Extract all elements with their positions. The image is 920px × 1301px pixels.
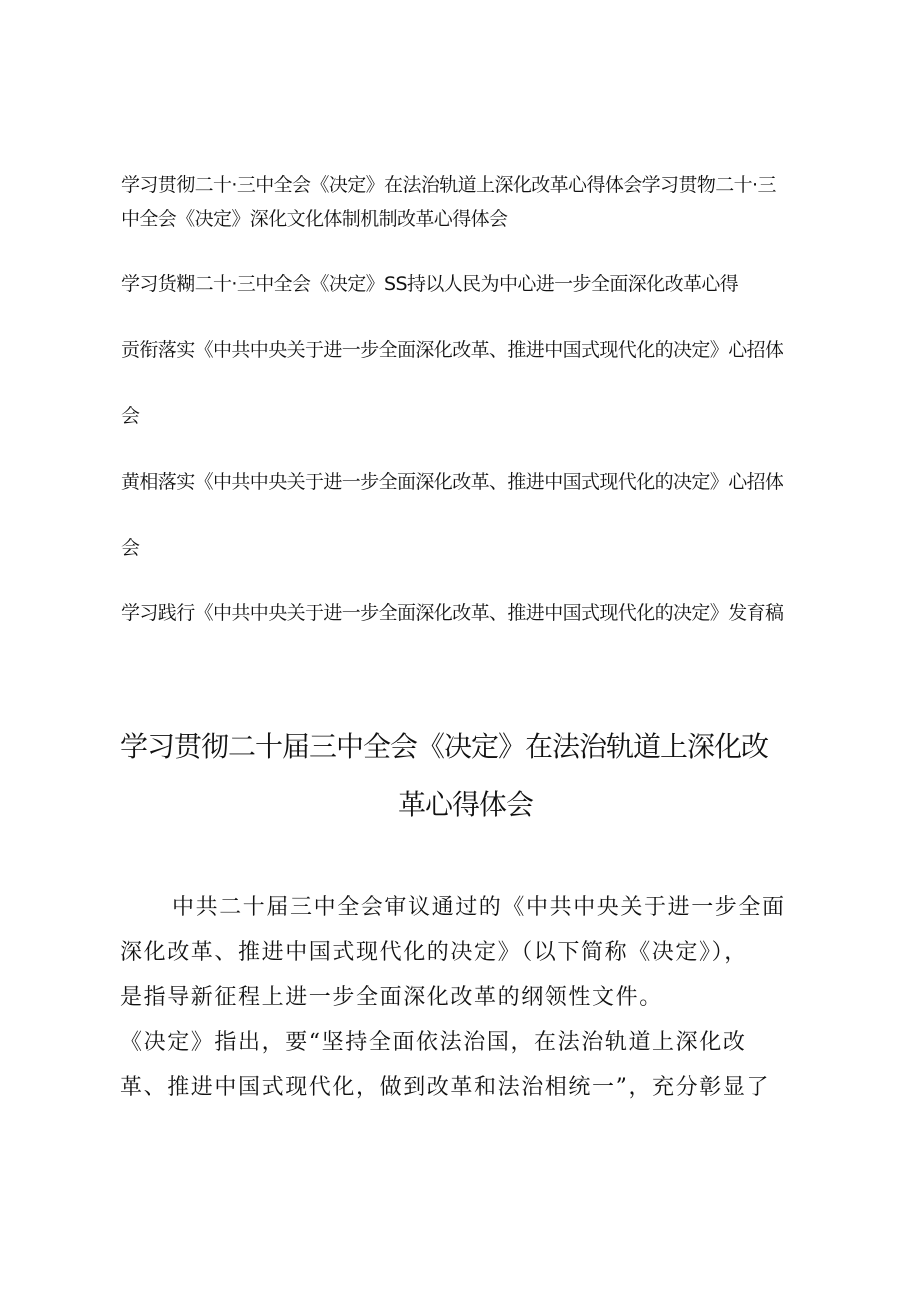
body-text-line: 深化改革、推进中国式现代化的决定》（以下简称《决定》）， (120, 940, 748, 965)
article-title-line: 革心得体会 (398, 788, 534, 821)
body-text-line: 是指导新征程上进一步全面深化改革的纲领性文件。 (120, 985, 663, 1010)
body-text-line: 中共二十届三中全会审议通过的《中共中央关于进一步全面 (172, 895, 786, 920)
toc-entry[interactable] (121, 168, 776, 236)
toc-entry-line: 学习货糊二十·三中全会《决定》SS持以人民为中心进一步全面深化改革心得 (121, 273, 739, 295)
toc-entry-line: 会 (121, 405, 140, 427)
article-body (120, 885, 810, 1110)
toc-entry-line: 中全会《决定》深化文化体制机制改革心得体会 (121, 208, 508, 230)
toc-entry-line: 学习贯彻二十·三中全会《决定》在法治轨道上深化改革心得体会学习贯物二十·三 (121, 174, 776, 196)
toc-entry-line: 黄相落实《中共中央关于进一步全面深化改革、推进中国式现代化的决定》心招体 (121, 471, 784, 493)
article-title-line: 学习贯彻二十届三中全会《决定》在法治轨道上深化改 (120, 730, 769, 763)
toc-entry[interactable] (121, 596, 783, 630)
body-text-line: 革、推进中国式现代化，做到改革和法治相统一”，充分彰显了 (120, 1075, 771, 1100)
toc-entry-line: 会 (121, 537, 140, 559)
body-text-line: 《决定》指出，要“坚持全面依法治国，在法治轨道上深化改 (120, 1030, 747, 1055)
toc-entry[interactable] (121, 267, 738, 301)
toc-entry-line: 学习践行《中共中央关于进一步全面深化改革、推进中国式现代化的决定》发育稿 (121, 602, 784, 624)
toc-entry[interactable] (121, 333, 783, 433)
toc-entry-line: 贡衔落实《中共中央关于进一步全面深化改革、推进中国式现代化的决定》心招体 (121, 339, 784, 361)
toc-entry[interactable] (121, 465, 783, 565)
